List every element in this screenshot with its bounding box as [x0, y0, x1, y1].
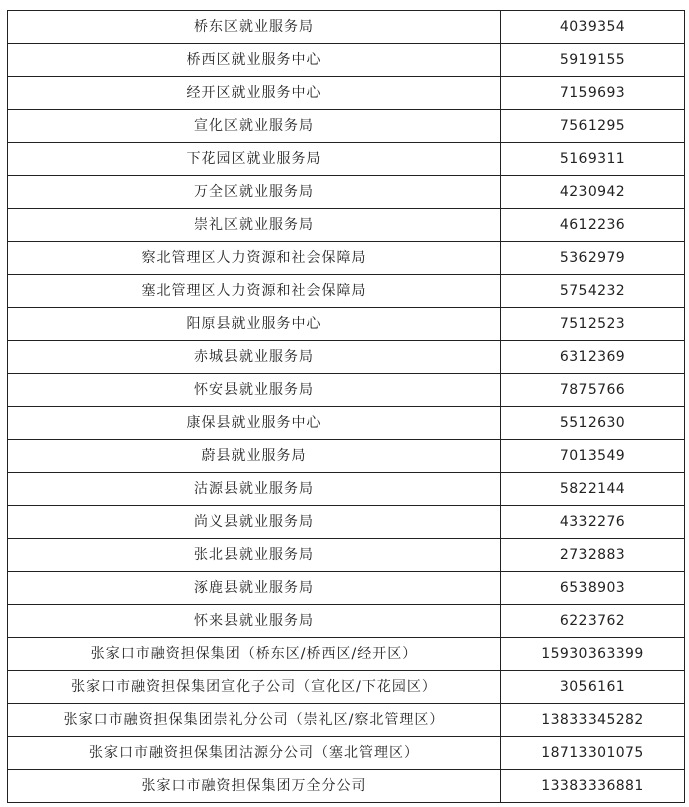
- phone-cell: 4230942: [501, 176, 685, 209]
- org-name-cell: 张家口市融资担保集团（桥东区/桥西区/经开区）: [8, 638, 501, 671]
- org-name-cell: 尚义县就业服务局: [8, 506, 501, 539]
- phone-cell: 4332276: [501, 506, 685, 539]
- table-row: [8, 176, 685, 209]
- org-name-cell: 塞北管理区人力资源和社会保障局: [8, 275, 501, 308]
- org-name-cell: 下花园区就业服务局: [8, 143, 501, 176]
- org-name-cell: 崇礼区就业服务局: [8, 209, 501, 242]
- table-row: [8, 44, 685, 77]
- table-row: [8, 440, 685, 473]
- table-row: [8, 473, 685, 506]
- table-row: [8, 242, 685, 275]
- phone-cell: 7159693: [501, 77, 685, 110]
- table-row: [8, 341, 685, 374]
- table-row: [8, 605, 685, 638]
- org-name-cell: 万全区就业服务局: [8, 176, 501, 209]
- org-name-cell: 察北管理区人力资源和社会保障局: [8, 242, 501, 275]
- table-row: [8, 572, 685, 605]
- org-name-cell: 怀来县就业服务局: [8, 605, 501, 638]
- table-row: [8, 11, 685, 44]
- phone-cell: 4039354: [501, 11, 685, 44]
- org-name-cell: 张家口市融资担保集团沽源分公司（塞北管理区）: [8, 737, 501, 770]
- table-row: [8, 77, 685, 110]
- table-row: [8, 506, 685, 539]
- table-row: [8, 539, 685, 572]
- org-name-cell: 沽源县就业服务局: [8, 473, 501, 506]
- phone-cell: 6538903: [501, 572, 685, 605]
- phone-cell: 7875766: [501, 374, 685, 407]
- org-name-cell: 张家口市融资担保集团万全分公司: [8, 770, 501, 803]
- phone-cell: 5169311: [501, 143, 685, 176]
- table-row: [8, 704, 685, 737]
- org-name-cell: 阳原县就业服务中心: [8, 308, 501, 341]
- org-name-cell: 赤城县就业服务局: [8, 341, 501, 374]
- table-row: [8, 671, 685, 704]
- contact-table-body: [8, 11, 685, 803]
- phone-cell: 5822144: [501, 473, 685, 506]
- phone-cell: 5362979: [501, 242, 685, 275]
- org-name-cell: 经开区就业服务中心: [8, 77, 501, 110]
- phone-cell: 6312369: [501, 341, 685, 374]
- phone-cell: 15930363399: [501, 638, 685, 671]
- phone-cell: 6223762: [501, 605, 685, 638]
- org-name-cell: 张北县就业服务局: [8, 539, 501, 572]
- table-row: [8, 143, 685, 176]
- phone-cell: 13383336881: [501, 770, 685, 803]
- org-name-cell: 康保县就业服务中心: [8, 407, 501, 440]
- phone-cell: 4612236: [501, 209, 685, 242]
- table-row: [8, 308, 685, 341]
- phone-cell: 7512523: [501, 308, 685, 341]
- org-name-cell: 桥西区就业服务中心: [8, 44, 501, 77]
- org-name-cell: 宣化区就业服务局: [8, 110, 501, 143]
- table-row: [8, 770, 685, 803]
- table-row: [8, 407, 685, 440]
- org-name-cell: 怀安县就业服务局: [8, 374, 501, 407]
- phone-cell: 5512630: [501, 407, 685, 440]
- phone-cell: 5919155: [501, 44, 685, 77]
- org-name-cell: 涿鹿县就业服务局: [8, 572, 501, 605]
- org-name-cell: 张家口市融资担保集团崇礼分公司（崇礼区/察北管理区）: [8, 704, 501, 737]
- contact-table: [7, 10, 685, 803]
- phone-cell: 7013549: [501, 440, 685, 473]
- table-row: [8, 209, 685, 242]
- phone-cell: 3056161: [501, 671, 685, 704]
- phone-cell: 7561295: [501, 110, 685, 143]
- table-row: [8, 275, 685, 308]
- table-row: [8, 374, 685, 407]
- phone-cell: 18713301075: [501, 737, 685, 770]
- table-row: [8, 737, 685, 770]
- phone-cell: 5754232: [501, 275, 685, 308]
- org-name-cell: 桥东区就业服务局: [8, 11, 501, 44]
- table-row: [8, 638, 685, 671]
- table-row: [8, 110, 685, 143]
- org-name-cell: 张家口市融资担保集团宣化子公司（宣化区/下花园区）: [8, 671, 501, 704]
- org-name-cell: 蔚县就业服务局: [8, 440, 501, 473]
- phone-cell: 2732883: [501, 539, 685, 572]
- phone-cell: 13833345282: [501, 704, 685, 737]
